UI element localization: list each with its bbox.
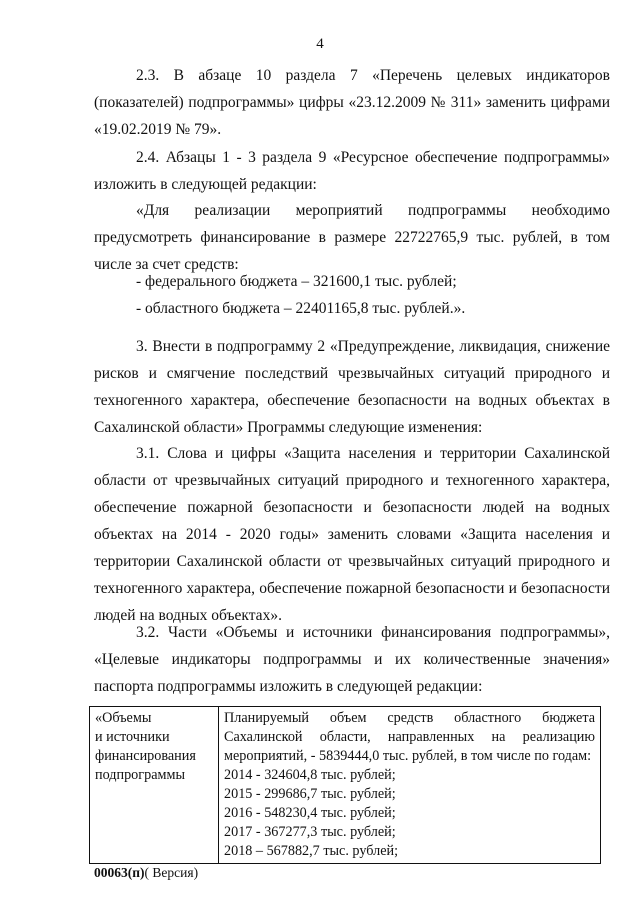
paragraph-2-4: 2.4. Абзацы 1 - 3 раздела 9 «Ресурсное обеспечение подпрограммы» изложить в следующей редакции: [94,149,610,193]
year-line: 2014 - 324604,8 тыс. рублей; [224,767,396,783]
paragraph-3-1: 3.1. Слова и цифры «Защита населения и территории Сахалинской области от чрезвычайных ситуаций природного и техногенного характера, обеспечение пожарной безопасности и безопасности людей на водных объектах на 2014 - 2020 годы» заменить словами «Защита населения и территории Сахалинской области от чрезвычайных ситуаций природного и техногенного характера, обеспечение пожарной безопасности и безопасности людей на водных объектах». [94,445,610,624]
funding-value-cell [219,707,601,864]
year-line: 2016 - 548230,4 тыс. рублей; [224,805,396,821]
year-line: 2018 – 567882,7 тыс. рублей; [224,843,399,859]
quoted-funding-paragraph: «Для реализации мероприятий подпрограммы необходимо предусмотреть финансирование в размере 22722765,9 тыс. рублей, в том числе за счет средств: [94,202,610,273]
paragraph-3-2: 3.2. Части «Объемы и источники финансирования подпрограммы», «Целевые индикаторы подпрограммы и их количественные значения» паспорта подпрограммы изложить в следующей редакции: [94,624,610,695]
year-line: 2017 - 367277,3 тыс. рублей; [224,824,396,840]
paragraph-3: 3. Внести в подпрограмму 2 «Предупреждение, ликвидация, снижение рисков и смягчение последствий чрезвычайных ситуаций природного и техногенного характера, обеспечение безопасности на водных объектах в Сахалинской области» Программы следующие изменения: [94,338,610,436]
label-line: и источники [95,729,170,745]
page-number: 4 [316,36,324,52]
label-line: «Объемы [95,710,152,726]
federal-budget-line: - федерального бюджета – 321600,1 тыс. рублей; [136,273,457,290]
label-line: подпрограммы [95,767,185,783]
label-line: финансирования [95,748,196,764]
document-version: ( Версия) [144,865,199,880]
paragraph-2-3: 2.3. В абзаце 10 раздела 7 «Перечень целевых индикаторов (показателей) подпрограммы» цифры «23.12.2009 № 311» заменить цифрами «19.02.2019 № 79». [94,67,610,138]
table-row [90,707,601,864]
document-code: 00063(п) [94,865,145,880]
funding-intro: Планируемый объем средств областного бюджета Сахалинской области, направленных на реализацию мероприятий, - 5839444,0 тыс. рублей, в том числе по годам: [224,710,595,764]
funding-table [89,706,601,864]
document-footer [94,865,198,881]
regional-budget-line: - областного бюджета – 22401165,8 тыс. рублей.». [136,300,466,317]
year-line: 2015 - 299686,7 тыс. рублей; [224,786,396,802]
funding-label-cell [90,707,219,864]
